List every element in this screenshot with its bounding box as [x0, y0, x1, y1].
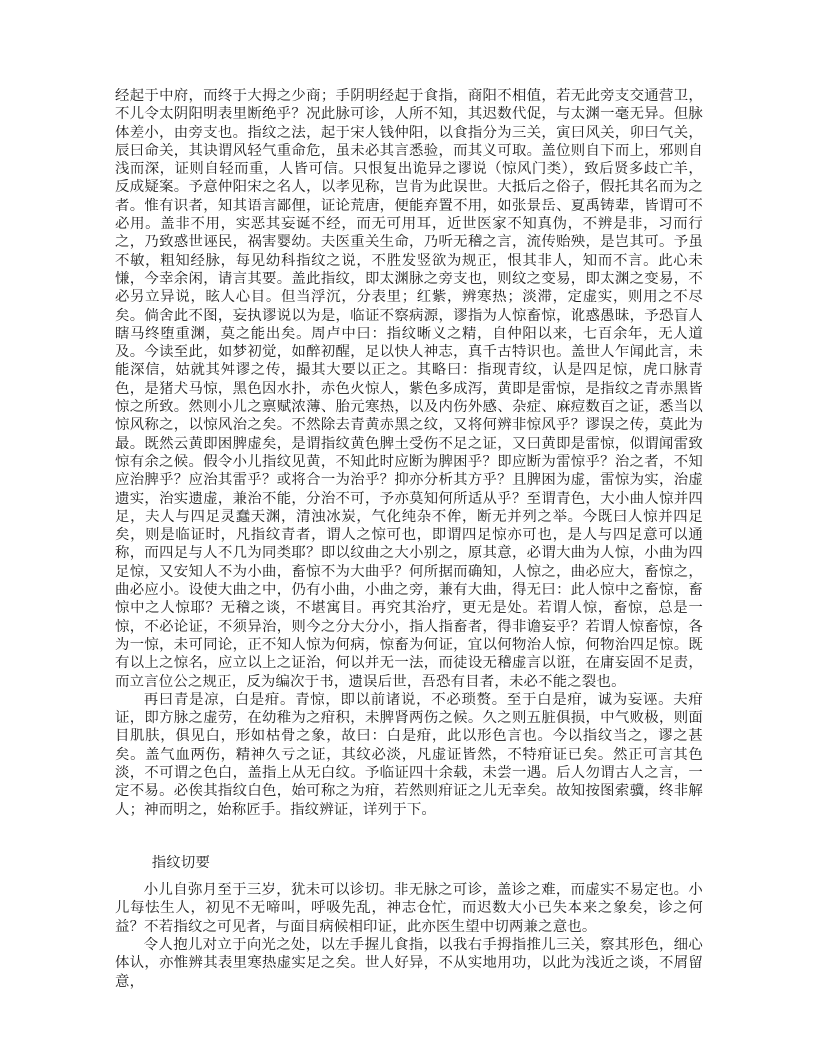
- body-paragraph-infant-pulse: 小儿自弥月至于三岁，犹未可以诊切。非无脉之可诊，盖诊之难，而虚实不易定也。小儿每怯生人，初见不无啼叫，呼吸先乱，神志仓忙，而迟数大小已失本来之象矣，诊之何益？不若指纹之可见者，与面目病候相印证，此亦医生望中切两兼之意也。: [115, 882, 703, 935]
- body-paragraph-holding-child: 令人抱儿对立于向光之处，以左手握儿食指，以我右手拇指推儿三关，察其形色，细心体认，亦惟辨其表里寒热虚实足之矣。世人好异，不从实地用功，以此为浅近之谈，不屑留意，: [115, 937, 703, 990]
- text-block: [115, 87, 703, 991]
- body-paragraph-continuation: 经起于中府，而终于大拇之少商；手阴明经起于食指，商阳不相值，若无此旁支交通营卫，不儿令太阴阳明表里断绝乎？况此脉可诊，人所不知，其迟数代促，与太渊一毫无异。但脉体差小，由旁支也。指纹之法，起于宋人钱仲阳，以食指分为三关，寅曰风关，卯曰气关，辰曰命关，其诀谓风轻气重命危，虽未必其言悉验，而其义可取。盖位则自下而上，邪则自浅而深，证则自轻而重，人皆可信。只恨复出诡异之谬说（惊风门类），致后贤多歧亡羊，反成疑案。予意仲阳宋之名人，以孝见称，岂肯为此误世。大抵后之俗子，假托其名而为之者。惟有识者，知其语言鄙俚，证论荒唐，便能弃置不用，如张景岳、夏禹铸辈，皆谓可不必用。盖非不用，实恶其妄诞不经，而无可用耳，近世医家不知真伪，不辨是非，习而行之，乃致惑世诬民，祸害婴幼。夫医重关生命，乃听无稽之言，流传贻殃，是岂其可。予虽不敏，粗知经脉，每见幼科指纹之说，不胜发竖欲为规正，恨其非人，知而不言。此心未慊，今幸余闲，请言其要。盖此指纹，即太渊脉之旁支也，则纹之变易，即太渊之变易，不必另立异说，眩人心目。但当浮沉，分表里；红紫，辨寒热；淡滞，定虚实，则用之不尽矣。倘舍此不图，妄执谬说以为是，临证不察病源，谬指为人惊畜惊，讹惑愚昧，予恐盲人瞎马终堕重渊，莫之能出矣。周卢中曰：指纹晰义之精，自仲阳以来，七百余年，无人道及。今读至此，如梦初觉，如醉初醒，足以快人神志，真千古特识也。盖世人乍闻此言，未能深信，姑就其舛谬之传，撮其大要以正之。其略曰：指现青纹，认是四足惊，虎口脉青色，是猪犬马惊，黑色因水扑，赤色火惊人，紫色多成泻，黄即是雷惊，是指纹之青赤黑皆惊之所致。然则小儿之禀赋浓薄、胎元寒热，以及内伤外感、杂症、麻痘数百之证，悉当以惊风称之，以惊风治之矣。不然除去青黄赤黑之纹，又将何辨非惊风乎？谬误之传，莫此为最。既然云黄即困脾虚矣，是谓指纹黄色脾土受伤不足之证，又曰黄即是雷惊，似谓闻雷致惊有余之候。假令小儿指纹见黄，不知此时应断为脾困乎？即应断为雷惊乎？治之者，不知应治脾乎？应治其雷乎？或将合一为治乎？抑亦分析其方乎？且脾困为虚，雷惊为实，治虚遗实，治实遗虚，兼治不能，分治不可，予亦莫知何所适从乎？至谓青色，大小曲人惊并四足，夫人与四足灵蠢天渊，清浊冰炭，气化纯杂不侔，断无并列之举。今既曰人惊并四足矣，则是临证时，凡指纹青者，谓人之惊可也，即谓四足惊亦可也，是人与四足意可以通称，而四足与人不几为同类耶？即以纹曲之大小别之，原其意，必谓大曲为人惊，小曲为四足惊，又安知人不为小曲，畜惊不为大曲乎？何所据而确知，人惊之，曲必应大，畜惊之，曲必应小。设使大曲之中，仍有小曲，小曲之旁，兼有大曲，得无曰：此人惊中之畜惊，畜惊中之人惊耶？无稽之谈，不堪寓目。再究其治疗，更无是处。若谓人惊，畜惊，总是一惊，不必论证，不须异治，则今之分大分小，指人指畜者，得非谵妄乎？若谓人惊畜惊，各为一惊，未可同论，正不知人惊为何病，惊畜为何证，宜以何物治人惊，何物治四足惊。既有以上之惊名，应立以上之证治，何以并无一法，而徒设无稽虚言以诳，在庸妄固不足责，而立言位公之规正，反为编次于书，遗误后世，吾恐有目者，未必不能之裂也。: [115, 88, 703, 690]
- section-heading-zhiwen-qieyao: 指纹切要: [151, 854, 211, 871]
- body-paragraph-white-gan: 再曰青是凉，白是疳。青惊，即以前诸说，不必琐赘。至于白是疳，诚为妄诬。夫疳证，即方脉之虚劳，在幼稚为之疳积，未脾肾两伤之候。久之则五脏俱损，中气败极，则面目肌肤，俱见白，形如枯骨之象，故曰：白是疳，此以形色言也。今以指纹当之，谬之甚矣。盖气血两伤，精神久亏之证，其纹必淡，凡虚证皆然，不特疳证已矣。然正可言其色淡，不可谓之色白，盖指上从无白纹。予临证四十余载，未尝一遇。后人勿谓古人之言，一定不易。必俟其指纹白色，始可称之为疳，若然则疳证之儿无幸矣。故知按图索骥，终非解人；神而明之，始称匠手。指纹辨证，详列于下。: [115, 691, 703, 818]
